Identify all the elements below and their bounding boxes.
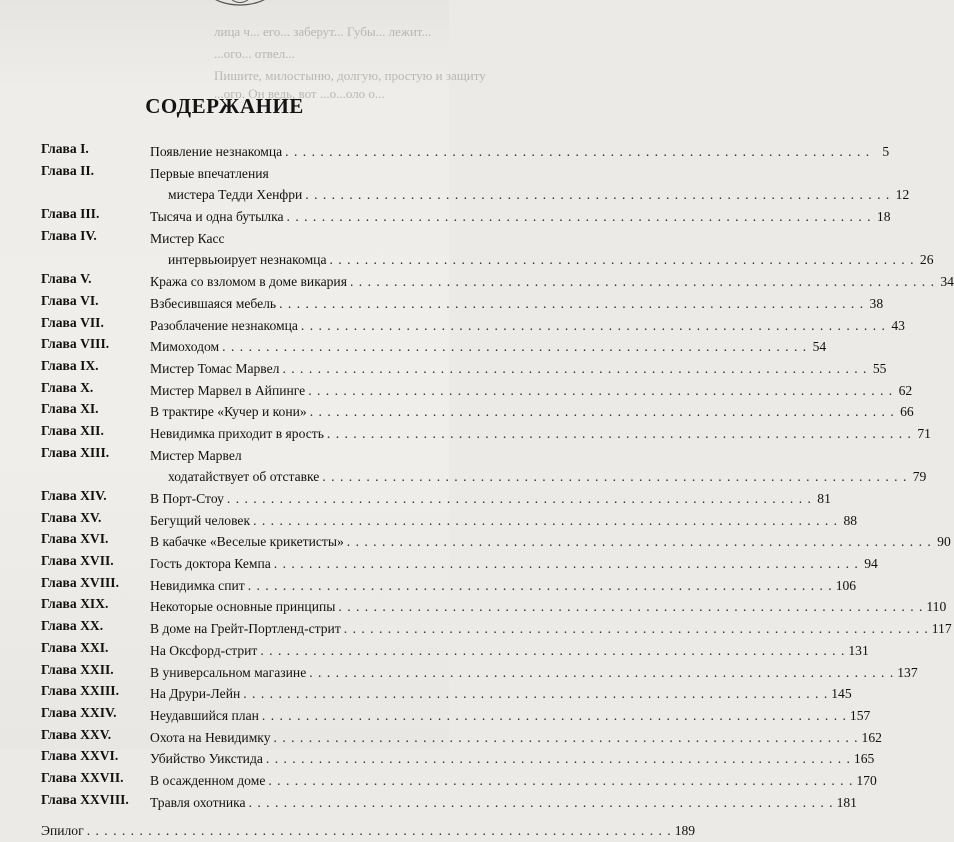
page-number: 189 (674, 823, 696, 839)
toc-entry[interactable] (41, 227, 934, 271)
toc-entry-body (150, 423, 931, 445)
chapter-title-line (150, 748, 875, 770)
chapter-title-line (150, 705, 871, 727)
chapter-number: Глава I. (41, 141, 89, 156)
page-number: 26 (919, 252, 934, 268)
dot-leader: . . . . . . . . . . . . . . . . . . . . . . . . . . . . . . . . . . . . . . . . . . . . . . . . . . . . . . . . . . . . . . . . . . . (222, 339, 808, 355)
page-number: 157 (849, 707, 871, 723)
dot-leader: . . . . . . . . . . . . . . . . . . . . . . . . . . . . . . . . . . . . . . . . . . . . . . . . . . . . . . . . . . . . . . . . . . . (268, 772, 854, 788)
chapter-title-line (150, 683, 852, 705)
page-number: 18 (876, 209, 891, 225)
page-number: 162 (861, 729, 882, 745)
dot-leader: . . . . . . . . . . . . . . . . . . . . . . . . . . . . . . . . . . . . . . . . . . . . . . . . . . . . . . . . . . . . . . . . . . . (253, 512, 839, 528)
chapter-title: Невидимка приходит в ярость (150, 425, 324, 441)
toc-entry[interactable] (41, 401, 914, 423)
dot-leader: . . . . . . . . . . . . . . . . . . . . . . . . . . . . . . . . . . . . . . . . . . . . . . . . . . . . . . . . . . . . . . . . . . . (273, 556, 859, 572)
page-number: 34 (940, 274, 954, 290)
toc-entry[interactable] (41, 639, 869, 662)
toc-entry-body (150, 401, 914, 423)
chapter-number: Глава IX. (41, 357, 99, 373)
dot-leader: . . . . . . . . . . . . . . . . . . . . . . . . . . . . . . . . . . . . . . . . . . . . . . . . . . . . . . . . . . . . . . . . . . . (349, 274, 935, 290)
chapter-title-line (150, 792, 857, 814)
table-of-contents (41, 141, 954, 842)
dot-leader: . . . . . . . . . . . . . . . . . . . . . . . . . . . . . . . . . . . . . . . . . . . . . . . . . . . . . . . . . . . . . . . . . . . (286, 209, 872, 225)
dot-leader: . . . . . . . . . . . . . . . . . . . . . . . . . . . . . . . . . . . . . . . . . . . . . . . . . . . . . . . . . . . . . . . . . . . (346, 534, 932, 550)
page-number: 131 (848, 642, 869, 658)
chapter-number: Глава XIX. (41, 596, 109, 612)
bleed-through-line: ...ого. Он ведь, вот ...о...оло о... (214, 86, 385, 101)
chapter-title: Бегущий человек (150, 512, 251, 528)
dot-leader: . . . . . . . . . . . . . . . . . . . . . . . . . . . . . . . . . . . . . . . . . . . . . . . . . . . . . . . . . . . . . . . . . . . (279, 295, 865, 311)
dot-leader: . . . . . . . . . . . . . . . . . . . . . . . . . . . . . . . . . . . . . . . . . . . . . . . . . . . . . . . . . . . . . . . . . . . (308, 382, 894, 398)
chapter-title: Неудавшийся план (150, 707, 259, 723)
chapter-title: Некоторые основные принципы (150, 599, 336, 615)
chapter-title: В кабачке «Веселые крикетисты» (150, 534, 344, 550)
page-number: 88 (843, 512, 858, 528)
epilogue-label: Эпилог (41, 823, 84, 839)
toc-entry-body (150, 618, 952, 640)
dot-leader: . . . . . . . . . . . . . . . . . . . . . . . . . . . . . . . . . . . . . . . . . . . . . . . . . . . . . . . . . . . . . . . . . . . (261, 707, 847, 723)
chapter-number: Глава XX. (41, 618, 104, 634)
page-number: 110 (926, 599, 947, 615)
chapter-number: Глава XXIV. (41, 704, 117, 720)
page-number: 90 (937, 534, 951, 550)
toc-entry-body (150, 445, 927, 488)
chapter-number: Глава VIII. (41, 336, 110, 352)
page-number: 12 (895, 187, 910, 203)
toc-entry-body (150, 358, 887, 380)
dot-leader: . . . . . . . . . . . . . . . . . . . . . . . . . . . . . . . . . . . . . . . . . . . . . . . . . . . . . . . . . . . . . . . . . . . (260, 642, 846, 658)
chapter-title-line (41, 820, 696, 842)
chapter-number: Глава XXI. (41, 639, 109, 655)
chapter-title-line (150, 358, 887, 380)
chapter-title-line (150, 575, 857, 597)
chapter-title-line (150, 553, 878, 575)
chapter-title: Травля охотника (150, 794, 246, 810)
chapter-title: На Друри-Лейн (150, 686, 241, 702)
toc-entry[interactable] (41, 162, 910, 206)
chapter-title-line (150, 336, 827, 358)
chapter-number: Глава VII. (41, 314, 104, 330)
bleed-through-line: ...ого... отвел... (214, 46, 295, 61)
chapter-title-line (150, 293, 884, 315)
page-number: 145 (831, 686, 852, 702)
dot-leader: . . . . . . . . . . . . . . . . . . . . . . . . . . . . . . . . . . . . . . . . . . . . . . . . . . . . . . . . . . . . . . . . . . . (305, 187, 891, 203)
bleed-through-line: Пишите, милостыню, долгую, простую и защиту (214, 68, 486, 83)
toc-entry-body (150, 662, 918, 684)
chapter-number: Глава XXIII. (41, 683, 119, 699)
chapter-title: Мистер Марвел в Айпинге (150, 382, 306, 398)
dot-leader: . . . . . . . . . . . . . . . . . . . . . . . . . . . . . . . . . . . . . . . . . . . . . . . . . . . . . . . . . . . . . . . . . . . (273, 729, 859, 745)
chapter-title-line: Первые впечатления (150, 165, 269, 181)
chapter-title: Кража со взломом в доме викария (150, 274, 347, 290)
chapter-number: Глава XI. (41, 401, 99, 417)
dot-leader: . . . . . . . . . . . . . . . . . . . . . . . . . . . . . . . . . . . . . . . . . . . . . . . . . . . . . . . . . . . . . . . . . . . (329, 252, 915, 268)
page-number: 165 (853, 751, 875, 767)
dot-leader: . . . . . . . . . . . . . . . . . . . . . . . . . . . . . . . . . . . . . . . . . . . . . . . . . . . . . . . . . . . . . . . . . . . (300, 317, 886, 333)
chapter-title: Охота на Невидимку (150, 729, 271, 745)
toc-entry[interactable] (41, 618, 952, 640)
toc-entry[interactable] (41, 531, 951, 553)
page-number: 106 (835, 577, 857, 593)
dot-leader: . . . . . . . . . . . . . . . . . . . . . . . . . . . . . . . . . . . . . . . . . . . . . . . . . . . . . . . . . . . . . . . . . . . (309, 404, 895, 420)
toc-entry-body (150, 510, 858, 532)
toc-entry[interactable] (41, 488, 831, 510)
toc-entry-body (150, 531, 951, 553)
toc-entry[interactable] (41, 748, 875, 770)
chapter-number: Глава III. (41, 206, 100, 222)
toc-entry-body (150, 206, 891, 228)
dot-leader: . . . . . . . . . . . . . . . . . . . . . . . . . . . . . . . . . . . . . . . . . . . . . . . . . . . . . . . . . . . . . . . . . . . (285, 144, 871, 159)
chapter-title-line (150, 770, 877, 792)
chapter-title-line (150, 271, 954, 293)
chapter-title-line (150, 510, 858, 532)
page-number: 43 (891, 317, 905, 333)
page-number: 62 (898, 382, 913, 398)
toc-entry[interactable] (41, 661, 918, 684)
toc-entry-body (150, 683, 852, 705)
toc-entry-body (150, 792, 857, 814)
toc-entry[interactable] (41, 357, 887, 380)
chapter-title-line (150, 618, 952, 640)
page-number: 55 (872, 360, 887, 376)
chapter-number: Глава XII. (41, 422, 104, 438)
toc-entry[interactable] (41, 141, 890, 163)
toc-entry-body (150, 705, 871, 727)
dot-leader: . . . . . . . . . . . . . . . . . . . . . . . . . . . . . . . . . . . . . . . . . . . . . . . . . . . . . . . . . . . . . . . . . . . (326, 425, 912, 441)
chapter-title: Мимоходом (150, 339, 220, 355)
chapter-number: Глава XXVIII. (41, 791, 129, 807)
toc-entry-body (150, 727, 882, 749)
toc-entry-body (150, 271, 954, 293)
chapter-number: Глава XXV. (41, 726, 112, 742)
page-number: 81 (817, 491, 831, 506)
page-number: 137 (897, 664, 918, 680)
toc-entry-body (150, 553, 878, 575)
page-number: 79 (912, 469, 927, 485)
chapter-title-line (150, 640, 869, 662)
dot-leader: . . . . . . . . . . . . . . . . . . . . . . . . . . . . . . . . . . . . . . . . . . . . . . . . . . . . . . . . . . . . . . . . . . . (86, 823, 672, 839)
chapter-title-line: Мистер Касс (150, 230, 225, 246)
page-number: 94 (864, 556, 878, 572)
dot-leader: . . . . . . . . . . . . . . . . . . . . . . . . . . . . . . . . . . . . . . . . . . . . . . . . . . . . . . . . . . . . . . . . . . . (226, 491, 812, 506)
chapter-number: Глава VI. (41, 292, 99, 308)
page-number: 181 (836, 794, 857, 810)
page-number: 66 (900, 404, 914, 420)
chapter-title-line (150, 531, 951, 553)
chapter-title: В доме на Грейт-Портленд-стрит (150, 621, 341, 637)
toc-entry[interactable] (41, 206, 891, 228)
chapter-title: Появление незнакомца (150, 144, 283, 159)
chapter-title: мистера Тедди Хенфри (168, 187, 303, 203)
chapter-title: ходатайствует об отставке (168, 469, 320, 485)
toc-entry-body (150, 770, 877, 792)
chapter-number: Глава X. (41, 379, 94, 395)
dot-leader: . . . . . . . . . . . . . . . . . . . . . . . . . . . . . . . . . . . . . . . . . . . . . . . . . . . . . . . . . . . . . . . . . . . (265, 751, 851, 767)
chapter-title-line (150, 662, 918, 684)
chapter-title: Убийство Уикстида (150, 751, 263, 767)
toc-entry[interactable] (41, 769, 877, 792)
toc-entry[interactable] (41, 444, 927, 488)
toc-entry[interactable] (41, 292, 884, 315)
chapter-title-line (150, 380, 913, 402)
chapter-number: Глава IV. (41, 227, 97, 243)
chapter-title-line (150, 488, 831, 510)
toc-entry-body (150, 141, 890, 163)
toc-entry-body (150, 596, 947, 618)
toc-entry-body (150, 228, 934, 271)
toc-entry-body (150, 488, 831, 510)
dot-leader: . . . . . . . . . . . . . . . . . . . . . . . . . . . . . . . . . . . . . . . . . . . . . . . . . . . . . . . . . . . . . . . . . . . (343, 621, 929, 637)
toc-entry[interactable] (41, 574, 857, 597)
chapter-title: Разоблачение незнакомца (150, 317, 298, 333)
toc-entry[interactable] (41, 726, 882, 749)
chapter-title: Мистер Томас Марвел (150, 360, 280, 376)
page-number: 117 (931, 621, 952, 637)
toc-entry-body (150, 575, 857, 597)
chapter-title: В Порт-Стоу (150, 491, 224, 506)
chapter-number: Глава XIII. (41, 444, 110, 460)
page-number: 5 (882, 144, 890, 159)
dot-leader: . . . . . . . . . . . . . . . . . . . . . . . . . . . . . . . . . . . . . . . . . . . . . . . . . . . . . . . . . . . . . . . . . . . (243, 686, 829, 702)
chapter-title: Взбесившаяся мебель (150, 295, 277, 311)
chapter-title-line (150, 315, 905, 337)
chapter-title-line (150, 206, 891, 228)
toc-entry-body (150, 380, 913, 402)
chapter-title-line (150, 184, 910, 206)
dot-leader: . . . . . . . . . . . . . . . . . . . . . . . . . . . . . . . . . . . . . . . . . . . . . . . . . . . . . . . . . . . . . . . . . . . (338, 599, 924, 615)
toc-entry[interactable] (41, 271, 954, 293)
page-number: 71 (917, 425, 931, 441)
chapter-number: Глава XVIII. (41, 574, 119, 590)
decorative-ornament (200, 0, 280, 14)
toc-entry-body (150, 315, 905, 337)
dot-leader: . . . . . . . . . . . . . . . . . . . . . . . . . . . . . . . . . . . . . . . . . . . . . . . . . . . . . . . . . . . . . . . . . . . (309, 664, 895, 680)
toc-entry-body (150, 293, 884, 315)
toc-entry[interactable] (41, 553, 878, 575)
chapter-number: Глава XXVII. (41, 769, 124, 785)
toc-entry-body (150, 336, 827, 358)
chapter-title: Невидимка спит (150, 577, 245, 593)
page-number: 170 (856, 772, 877, 788)
page-number: 38 (869, 295, 884, 311)
toc-entry-body (150, 163, 910, 206)
toc-entry-epilogue[interactable] (41, 820, 696, 842)
dot-leader: . . . . . . . . . . . . . . . . . . . . . . . . . . . . . . . . . . . . . . . . . . . . . . . . . . . . . . . . . . . . . . . . . . . (247, 577, 833, 593)
chapter-number: Глава XVI. (41, 531, 109, 547)
dot-leader: . . . . . . . . . . . . . . . . . . . . . . . . . . . . . . . . . . . . . . . . . . . . . . . . . . . . . . . . . . . . . . . . . . . (248, 794, 834, 810)
chapter-number: Глава V. (41, 271, 92, 287)
chapter-title-line (150, 141, 890, 163)
toc-entry-body (150, 748, 875, 770)
toc-entry[interactable] (41, 791, 857, 814)
chapter-title-line (150, 466, 927, 488)
chapter-title: В универсальном магазине (150, 664, 307, 680)
bleed-through-line: лица ч... его... заберут... Губы... лежит... (214, 24, 432, 39)
toc-entry[interactable] (41, 336, 827, 358)
toc-entry-body (41, 820, 696, 842)
chapter-title-line (150, 423, 931, 445)
chapter-title: В трактире «Кучер и кони» (150, 404, 307, 420)
dot-leader: . . . . . . . . . . . . . . . . . . . . . . . . . . . . . . . . . . . . . . . . . . . . . . . . . . . . . . . . . . . . . . . . . . . (282, 360, 868, 376)
chapter-title-line: Мистер Марвел (150, 447, 242, 463)
page-number: 54 (812, 339, 827, 355)
chapter-title: Тысяча и одна бутылка (150, 209, 284, 225)
toc-entry[interactable] (41, 704, 871, 727)
toc-entry-body (150, 640, 869, 662)
chapter-number: Глава XIV. (41, 488, 107, 503)
chapter-number: Глава XVII. (41, 553, 114, 569)
chapter-number: Глава XXII. (41, 661, 114, 677)
chapter-number: Глава XXVI. (41, 748, 119, 764)
chapter-title: В осажденном доме (150, 772, 266, 788)
page-title: СОДЕРЖАНИЕ (145, 94, 304, 118)
chapter-title-line (150, 727, 882, 749)
chapter-title: На Оксфорд-стрит (150, 642, 258, 658)
toc-entry[interactable] (41, 314, 905, 337)
chapter-title-line (150, 596, 947, 618)
toc-entry[interactable] (41, 509, 858, 532)
chapter-title: Гость доктора Кемпа (150, 556, 271, 572)
toc-entry[interactable] (41, 379, 913, 402)
chapter-number: Глава II. (41, 162, 95, 178)
chapter-number: Глава XV. (41, 509, 102, 525)
toc-entry[interactable] (41, 596, 947, 618)
toc-entry[interactable] (41, 683, 852, 705)
chapter-title-line (150, 249, 934, 271)
dot-leader: . . . . . . . . . . . . . . . . . . . . . . . . . . . . . . . . . . . . . . . . . . . . . . . . . . . . . . . . . . . . . . . . . . . (322, 469, 908, 485)
chapter-title: интервьюирует незнакомца (168, 252, 327, 268)
chapter-title-line (150, 401, 914, 423)
toc-entry[interactable] (41, 422, 931, 445)
